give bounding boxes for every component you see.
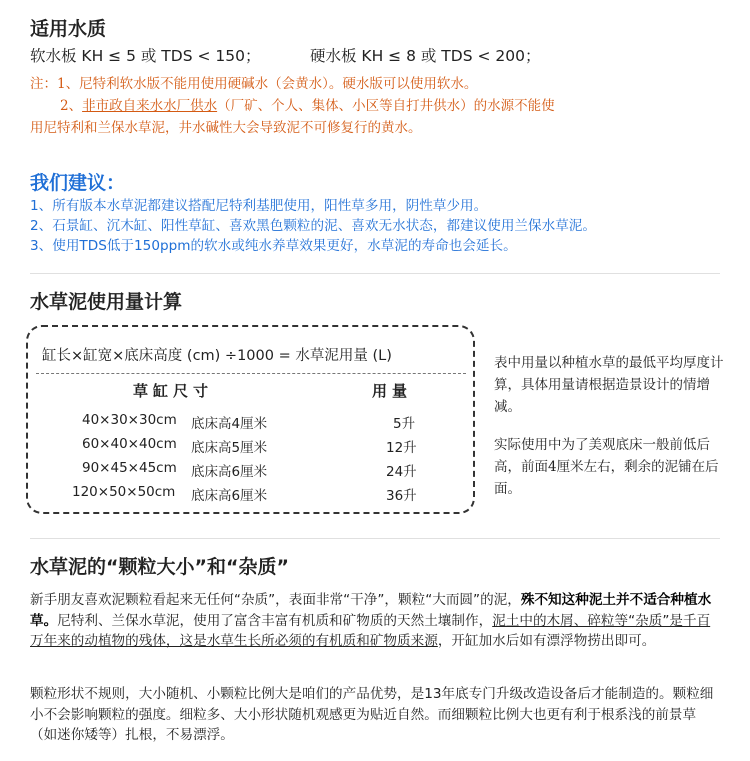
soft-water-spec: 软水板 KH ≤ 5 或 TDS < 150； bbox=[30, 47, 261, 65]
water-note-2-underlined: 非市政自来水水厂供水 bbox=[82, 98, 218, 114]
p1-text-a: 新手朋友喜欢泥颗粒看起来无任何“杂质”，表面非常“干净”，颗粒“大而圆”的泥， bbox=[30, 592, 521, 608]
water-quality-title: 适用水质 bbox=[30, 18, 107, 40]
formula-divider bbox=[36, 373, 466, 374]
water-note-1 bbox=[30, 74, 730, 95]
water-note-2-cont: 用尼特利和兰保水草泥，井水碱性大会导致泥不可修复行的黄水。 bbox=[30, 120, 422, 136]
calc-side-note-2: 实际使用中为了美观底床一般前低后高，前面4厘米左右，剩余的泥铺在后面。 bbox=[494, 437, 719, 497]
water-note-2-prefix: 2、 bbox=[60, 98, 83, 114]
col-amount-header: 用量 bbox=[372, 382, 413, 400]
p1-bold: 殊不知这种泥土并不适合种植水草。 bbox=[30, 592, 712, 629]
water-note-2-text-a: （厂矿、个人、集体、小区等自打井供水）的水源不能使 bbox=[217, 98, 555, 114]
row-4-amount: 36升 bbox=[386, 488, 417, 504]
suggest-item-2: 2、石景缸、沉木缸、阳性草缸、喜欢黑色颗粒的泥、喜欢无水状态，都建议使用兰保水草泥。 bbox=[30, 218, 596, 234]
suggest-item-1: 1、所有版本水草泥都建议搭配尼特利基肥使用，阳性草多用，阴性草少用。 bbox=[30, 198, 488, 214]
water-note-1-prefix: 注：1、 bbox=[30, 76, 80, 92]
row-4-bed: 底床高6厘米 bbox=[191, 488, 268, 504]
row-3-amount: 24升 bbox=[386, 464, 417, 480]
particle-paragraph-2: 颗粒形状不规则，大小随机、小颗粒比例大是咱们的产品优势，是13年底专门升级改造设备后才能制造的。颗粒细小不会影响颗粒的强度。细粒多、大小形状随机观感更为贴近自然。而细颗粒比例大也更有利于根系浅的前景草（如迷你矮等）扎根，不易漂浮。 bbox=[30, 686, 714, 743]
divider-2 bbox=[30, 538, 720, 539]
row-2-bed: 底床高5厘米 bbox=[191, 440, 268, 456]
row-3-size: 90×45×45cm bbox=[82, 460, 177, 476]
row-1-bed: 底床高4厘米 bbox=[191, 416, 268, 432]
col-size-header: 草缸尺寸 bbox=[133, 382, 214, 400]
row-2-amount: 12升 bbox=[386, 440, 417, 456]
divider bbox=[30, 273, 720, 274]
p1-text-b: 尼特利、兰保水草泥，使用了富含丰富有机质和矿物质的天然土壤制作， bbox=[57, 612, 493, 629]
row-4-size: 120×50×50cm bbox=[72, 484, 176, 500]
suggest-title: 我们建议： bbox=[30, 172, 126, 194]
p1-text-c: ，开缸加水后如有漂浮物捞出即可。 bbox=[437, 633, 656, 649]
calc-side-note-1: 表中用量以种植水草的最低平均厚度计算，具体用量请根据造景设计的情增减。 bbox=[494, 355, 724, 415]
water-note-2 bbox=[30, 96, 730, 117]
particle-paragraph-1 bbox=[30, 590, 722, 652]
row-3-bed: 底床高6厘米 bbox=[191, 464, 268, 480]
p1-underlined: 泥土中的木屑、碎粒等“杂质”是千百万年来的动植物的残体，这是水草生长所必须的有机质和矿物质来源 bbox=[30, 612, 711, 649]
row-1-size: 40×30×30cm bbox=[82, 412, 177, 428]
calc-formula: 缸长×缸宽×底床高度 (cm) ÷1000 = 水草泥用量 (L) bbox=[42, 348, 392, 364]
row-1-amount: 5升 bbox=[393, 416, 416, 432]
particle-title: 水草泥的“颗粒大小”和“杂质” bbox=[30, 556, 289, 578]
row-2-size: 60×40×40cm bbox=[82, 436, 177, 452]
suggest-item-3: 3、使用TDS低于150ppm的软水或纯水养草效果更好，水草泥的寿命也会延长。 bbox=[30, 238, 517, 254]
water-note-1-text: 尼特利软水版不能用使用硬碱水（会黄水）。硬水版可以使用软水。 bbox=[79, 76, 478, 92]
hard-water-spec: 硬水板 KH ≤ 8 或 TDS < 200； bbox=[310, 47, 541, 65]
calc-title: 水草泥使用量计算 bbox=[30, 291, 183, 313]
